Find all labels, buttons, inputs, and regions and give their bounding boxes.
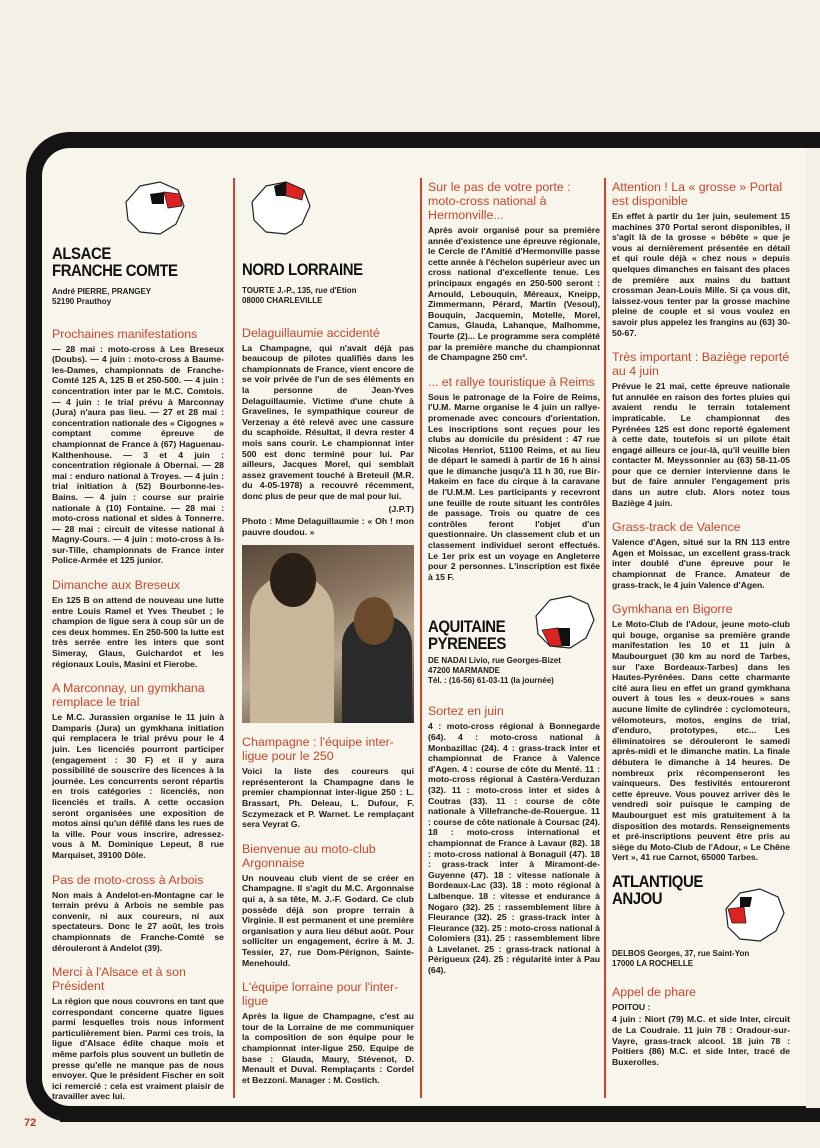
paragraph: En 125 B on attend de nouveau une lutte entre Louis Ramel et Yves Theubet ; le champion de ligue sera à coup sûr un de ces deux hommes. En 250-500 la lutte est très serrée entre les inters que sont Simeray, Glaus, Guichardot et les régionaux Louis, Masini et Fierobe. [52, 595, 224, 669]
paragraph: Non mais à Andelot-en-Montagne car le terrain prévu à Arbois ne semble pas convenir, ni aux coureurs, ni aux spectateurs. Donc le 27 août, les trois championnats de Franche-Comté se dérouleront à Andelot (39). [52, 889, 224, 953]
column-nord-lorraine [242, 180, 414, 1087]
region-title: AQUITAINE PYRENEES [428, 617, 506, 654]
paragraph: Prévue le 21 mai, cette épreuve nationale fut annulée en raison des fortes pluies qui avaient rendu le terrain totalement impraticable. Le championnat des Pyrénées 125 est donc reporté également à cette date, toutefois si un pilote était engagé ailleurs ce jour-là, qu'il veuille bien contacter M. Meyssonnier au (63) 58-11-05 pour que ce dernier intervienne dans le but de faire annuler l'engagement pris dans un autre club. Alors notez tous Baziège 4 juin. [612, 381, 790, 508]
heading-sortez: Sortez en juin [428, 704, 504, 719]
france-map-icon [120, 180, 190, 238]
paragraph: En effet à partir du 1er juin, seulement 15 machines 370 Portal seront disponibles, il s'agit là de la grosse « bébête » que je vous ai dernièrement présentée en détail et qui roule déjà « chez nous » depuis quelques dimanches en faisant des places de première aux mains du battant crossman Jean-Louis Mille. Si ça vous dit, laissez-vous tenter par la grosse machine pleine de couple et si vous voulez en savoir plus appelez les frangins au (63) 30-50-67. [612, 211, 790, 338]
correspondent-address: André PIERRE, PRANGEY 52190 Prauthoy [52, 286, 152, 306]
paragraph: Après avoir organisé pour sa première année d'existence une épreuve régionale, le Cercle de l'Amitié d'Hermonville passe cette année à l'échelon supérieur avec un cross national d'excellente tenue. Les principaux engagés en 250-500 seront : Arnould, Lebouquin, Méreaux, Kneipp, Zimmermann, Pérard, Martin (Vesoul), Bouquin, Jacquemin, Motelle, Morel, Camus, Glauda, Lahanque, Malhomme, Tourte (2)... Le programme sera complété par la première manche du championnat de Champagne 250 cm³. [428, 225, 600, 363]
paragraph: La région que nous couvrons en tant que correspondant concerne quatre ligues parmi lesquelles trois nous informent particulièrement bien. Parmi ces trois, la ligue d'Alsace édite chaque mois et même parfois plus souvent un bulletin de presse qu'elle ne manque pas de nous envoyer. Que le président Fischer en soit ici remercié : cela est vraiment plaisir de travailler avec lui. [52, 996, 224, 1102]
heading-hermonville: Sur le pas de votre porte : moto-cross national à Hermonville... [428, 180, 571, 222]
paragraph: Voici la liste des coureurs qui représenteront la Champagne dans le premier championnat inter-ligue 250 : L. Brassart, Ph. Deleau, L. Dufour, F. Sczymezack et P. Warnet. Le remplaçant sera Veyrat G. [242, 766, 414, 830]
heading-lorraine: L'équipe lorraine pour l'inter-ligue [242, 980, 399, 1009]
heading-delaguillaumie: Delaguillaumie accidenté [242, 325, 380, 340]
paragraph: Valence d'Agen, situé sur la RN 113 entre Agen et Moissac, un excellent grass-track inter doublé d'une épreuve pour le championnat de France. Amateur de grass-track, le 4 juin Valence d'Agen. [612, 537, 790, 590]
column-atlantique [612, 180, 790, 1069]
heading-valence: Grass-track de Valence [612, 520, 741, 535]
france-map-icon [246, 180, 316, 238]
paragraph: Après la ligue de Champagne, c'est au tour de la Lorraine de me communiquer la composition de son équipe pour le championnat inter-ligue 250. Equipe de base : Glauda, Maury, Stévenot, D. Menault et Duval. Remplaçants : Cordel et Bezzoni. Manager : M. Costich. [242, 1011, 414, 1085]
heading-arbois: Pas de moto-cross à Arbois [52, 872, 204, 887]
frame-top-bar [780, 132, 820, 148]
photo-caption: Photo : Mme Delaguillaumie : « Oh ! mon pauvre doudou. » [242, 516, 414, 537]
france-map-icon [720, 887, 790, 945]
heading-appel: Appel de phare [612, 984, 697, 999]
subheading: POITOU : [612, 1001, 651, 1012]
paragraph: Le M.C. Jurassien organise le 11 juin à Damparis (Jura) un gymkhana initiation qui remplacera le trial prévu pour le 4 juin. Les licenciés pourront participer (engagement : 30 F) et il y aura possibilité de souscrire des licences à la journée. Les concurrents seront répartis en trois catégories : licenciés, non licenciés et trails. A cette occasion seront organisées une exposition de motos ainsi qu'un défilé dans les rues de la ville. Pour vous inscrire, adressez-vous à M. Dominique Lepeut, 8 rue Marquiset, 39100 Dôle. [52, 712, 224, 860]
heading-marconnay: A Marconnay, un gymkhana remplace le trial [52, 681, 205, 710]
heading-champagne: Champagne : l'équipe inter-ligue pour le 250 [242, 735, 394, 764]
paragraph: La Champagne, qui n'avait déjà pas beaucoup de pilotes qualifiés dans les championnats de France, vient encore de se voir privée de l'un de ses éléments en la personne de Jean-Yves Delaguillaumie. Victime d'une chute à Gravelines, le sympathique coureur de Verzenay a été relevé avec une cassure du scaphoïde. Résultat, il devra rester 4 mois sans courir. Le championnat inter 500 est donc terminé pour lui. Par ailleurs, Jacques Morel, qui semblait assez gravement touché à Breteuil (M.R. du 4-05-1978) a recouvré récemment, donc plus de peur que de mal pour lui. [242, 342, 414, 501]
heading-merci: Merci à l'Alsace et à son Président [52, 965, 186, 994]
region-title: ATLANTIQUE ANJOU [612, 871, 703, 908]
heading-prochaines: Prochaines manifestations [52, 326, 198, 341]
paragraph: 4 : moto-cross régional à Bonnegarde (64). 4 : moto-cross national à Monbazillac (24). 4 : grass-track inter et championnat de France à Valence d'Agen. 4 : course de côte du Menté. 11 : moto-cross régional à Castéra-Verduzan (32). 11 : moto-cross inter et sides à Coutras (33). 11 : course de côte nationale à Villefranche-de-Rouergue. 11 : course de côte nationale à Coursac (24). 18 : moto-cross international et championnat de France à Lavaur (82). 18 : moto-cross national à Bonaguil (47). 18 : grass-track inter à Miramont-de-Guyenne (47). 18 : vitesse nationale à Bordeaux-Lac (33). 18 : moto régional à Lalbenque. 18 : vitesse et endurance à Nogaro (32). 25 : rassemblement libre à Fleurance (32). 25 : grass-track inter à Fleurance (32). 25 : moto-cross national à Colomiers (31). 25 : rassemblement libre à Lavelanet. 25 : grass-track national à Périgueux (24). 25 : régularité inter à Pau (64). [428, 721, 600, 976]
paragraph: Le Moto-Club de l'Adour, jeune moto-club qui bouge, organise sa première grande manifestation les 10 et 11 juin à Maubourguet (30 km au nord de Tarbes, sur l'axe Bordeaux-Tarbes) dans les Hautes-Pyrénées. Dans cette charmante cité aura lieu en effet un grand gymkhana ouvert à tous les « deux-roues » sans aucune limite de cylindrée : cyclomoteurs, vélomoteurs, motos, engins de trial, d'enduro, prototypes, etc... Les éliminatoires se dérouleront le samedi après-midi et le dimanche matin. La finale débutera le dimanche à 14 heures. De nombreux prix récompenseront les vainqueurs. Des festivités entoureront cette épreuve. Vous pouvez arriver dès le vendredi soir puisque le camping de Maubourguet est mis gratuitement à la disposition des motards. Renseignements et pré-inscriptions peuvent être pris au siège du Moto-Club de l'Adour, « Le Chêne Vert », 41 rue Carnot, 65000 Tarbes. [612, 619, 790, 863]
paragraph: — 28 mai : moto-cross à Les Breseux (Doubs). — 4 juin : moto-cross à Baume-les-Dames, championnats de Franche-Comté 125 A, 125 B et 250-500. — 4 juin : concentration inter par le M.C. Comtois. — 4 juin : le trial prévu à Marconnay (Jura) n'aura pas lieu. — 27 et 28 mai : concentration nationale des « Cigognes » comptant comme épreuve de championnat de France à (67) Haguenau-Kalthenhouse. — 3 et 4 juin : concentration régionale à Obernai. — 28 mai : enduro national à Troyes. — 4 juin : trial initiation à (52) Bourbonne-les-Bains. — 4 juin : course sur prairie nationale à (10) Fontaine. — 28 mai : moto-cross national et sides à Tonnerre. — 28 mai : circuit de vitesse national à Magny-Cours. — 4 juin : moto-cross à Is-sur-Tille, championnats de France inter Police-Armée et 125 junior. [52, 343, 224, 566]
column-rule [233, 178, 235, 1098]
page-number: 72 [24, 1117, 37, 1129]
heading-portal: Attention ! La « grosse » Portal est disponible [612, 180, 783, 208]
column-rule [420, 178, 422, 1098]
column-alsace [52, 180, 224, 1104]
photo [242, 545, 414, 723]
region-header [428, 594, 600, 652]
paragraph: 4 juin : Niort (79) M.C. et side Inter, circuit de La Coudraie. 11 juin 78 : Oradour-sur-Vayre, grass-track alcool. 18 juin 78 : Poitiers (86) M.C. et side Inter, tracé de Buxerolles. [612, 1014, 790, 1067]
frame-bottom-bar [60, 1108, 820, 1122]
photo-credit: (J.P.T) [388, 503, 414, 514]
correspondent-address: DELBOS Georges, 37, rue Saint-Yon 17000 LA ROCHELLE [612, 948, 750, 968]
correspondent-address: DE NADAI Livio, rue Georges-Bizet 47200 MARMANDE Tél. : (16-56) 61-03-11 (la journée) [428, 656, 561, 686]
france-map-icon [530, 594, 600, 652]
region-title: NORD LORRAINE [242, 259, 363, 279]
heading-bigorre: Gymkhana en Bigorre [612, 602, 733, 617]
column-aquitaine [428, 180, 600, 978]
heading-breseux: Dimanche aux Breseux [52, 578, 181, 593]
correspondent-address: TOURTE J.-P., 135, rue d'Etion 08000 CHARLEVILLE [242, 285, 357, 305]
heading-reims: ... et rallye touristique à Reims [428, 374, 595, 389]
heading-baziege: Très important : Baziège reporté au 4 juin [612, 350, 790, 379]
paragraph: Sous le patronage de la Foire de Reims, l'U.M. Marne organise le 4 juin un rallye-promenade avec concours d'orientation. Les inscriptions sont reçues pour les clubs au domicile du président : 47 rue Nicolas Henriot, 51100 Reims, et au lieu de départ le samedi à partir de 16 h ainsi que le dimanche jusqu'à 11 h 30, rue Bir-Hakeim en face du cirque à la caravane de l'U.M.M. Les participants y recevront une feuille de route situant les contrôles de passage. Trois ou quatre de ces contrôles feront l'objet d'un questionnaire. Un classement club et un classement individuel seront effectués. Le 1er prix est un voyage en Angleterre pour 2 personnes. L'inscription est fixée à 15 F. [428, 391, 600, 582]
region-header [612, 873, 790, 945]
heading-argonnaise: Bienvenue au moto-club Argonnaise [242, 841, 376, 870]
region-title: ALSACE FRANCHE COMTE [52, 243, 178, 280]
paragraph: Un nouveau club vient de se créer en Champagne. Il s'agit du M.C. Argonnaise qui a, à sa tête, M. J.-F. Godard. Ce club possède déjà son propre terrain à Virginie. Il est permanent et une première organisation y aura lieu début août. Pour solliciter un engagement, écrire à M. J. Tessier, 27, rue Dom-Pérignon, Sainte-Menehould. [242, 872, 414, 968]
column-rule [604, 178, 606, 1098]
